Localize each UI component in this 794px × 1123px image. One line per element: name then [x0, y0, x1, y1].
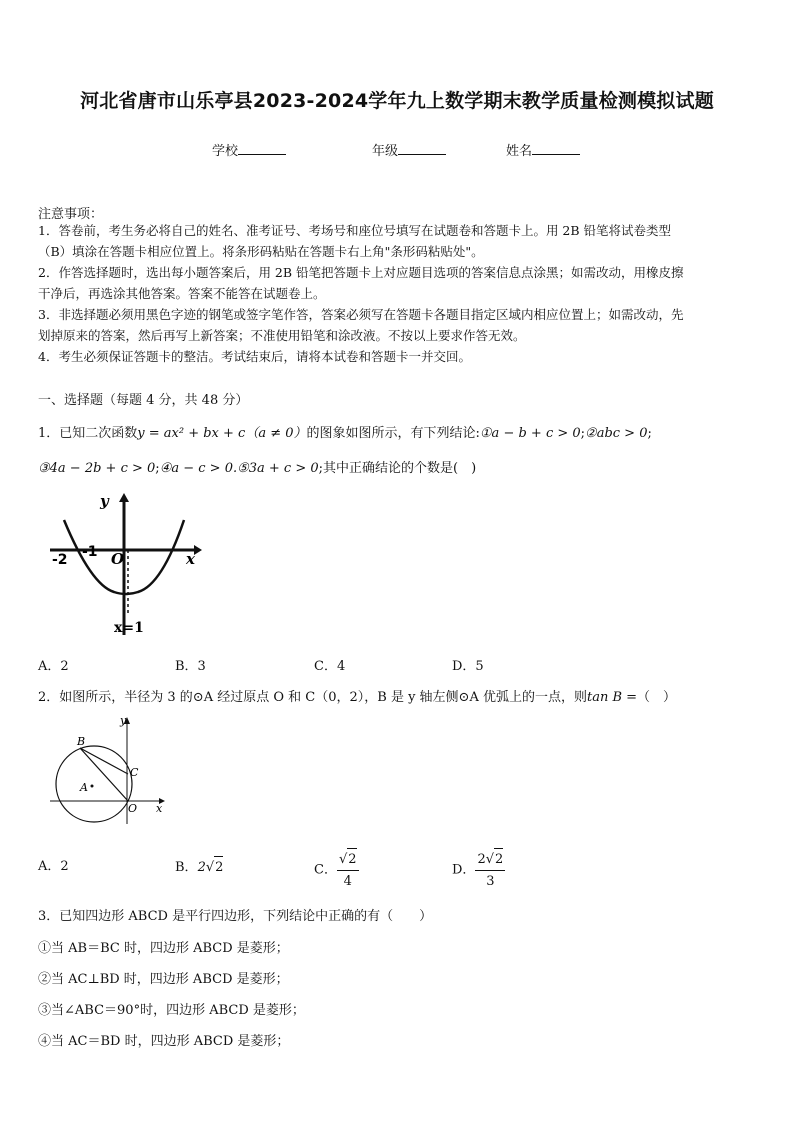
notice-line: 4．考生必须保证答题卡的整洁。考试结束后，请将本试卷和答题卡一并交回。	[38, 349, 471, 364]
school-label: 学校	[212, 144, 239, 159]
q1-option-b[interactable]: B．3	[175, 659, 206, 674]
q2-option-c-label: C．	[314, 862, 337, 878]
tick-minus-2: -2	[52, 552, 68, 568]
q2-option-b-radicand: 2	[214, 856, 223, 878]
y-axis-arrow	[119, 493, 129, 502]
q1-mid: 的图象如图所示，有下列结论:	[306, 426, 480, 441]
q2-option-d[interactable]	[452, 848, 505, 892]
q2-tanb: tan B =	[586, 690, 638, 705]
notice-heading: 注意事项：	[38, 207, 104, 222]
label-a: A	[80, 781, 88, 794]
q1-conclusion-1: ①a − b + c > 0	[479, 426, 581, 441]
tick-minus-1: -1	[82, 544, 98, 560]
q2-option-d-label: D．	[452, 862, 476, 878]
circle-a	[56, 746, 132, 822]
q1-parabola-figure	[44, 490, 204, 640]
q1-conclusion-3: ③4a − 2b + c > 0	[38, 461, 156, 476]
notice-line: 3．非选择题必须用黑色字迹的钢笔或签字笔作答，答案必须写在答题卡各题目指定区域内相应位置上；如需改动，先	[38, 307, 684, 322]
symmetry-label: x=1	[114, 620, 144, 636]
q1-option-d[interactable]: D．5	[452, 659, 484, 674]
q1-option-c[interactable]: C．4	[314, 659, 346, 674]
school-blank[interactable]	[238, 142, 286, 155]
q2-option-d-den: 3	[486, 874, 495, 889]
notice-line: 划掉原来的答案，然后再写上新答案；不准使用铅笔和涂改液。不按以上要求作答无效。	[38, 328, 526, 343]
q1-func: y = ax² + bx + c	[137, 426, 246, 441]
q2-option-a[interactable]: A．2	[38, 859, 69, 874]
label-b: B	[77, 735, 86, 748]
name-blank[interactable]	[532, 142, 580, 155]
q2-option-c-num: 2	[347, 848, 356, 870]
q2-option-c-fraction: $\frac{√2}{4}$	[337, 848, 359, 892]
q1-option-a[interactable]: A．2	[38, 659, 69, 674]
label-c: C	[130, 766, 139, 779]
q2-option-c-den: 4	[343, 874, 352, 889]
y-label: y	[100, 492, 109, 510]
q1-suffix: ;其中正确结论的个数是( )	[318, 461, 477, 476]
q2-option-b[interactable]: B．2√2	[175, 856, 223, 878]
q2-option-d-fraction: $\frac{2√2}{3}$	[475, 848, 505, 892]
q2-option-b-label: B．	[175, 860, 198, 875]
label-y: y	[120, 714, 127, 727]
q3-text: 3．已知四边形 ABCD 是平行四边形，下列结论中正确的有（ ）	[38, 909, 433, 924]
q2-option-d-coef: 2	[477, 852, 486, 867]
notice-list	[38, 220, 760, 367]
school-field[interactable]	[212, 140, 286, 159]
origin-label: O	[111, 550, 125, 568]
name-label: 姓名	[506, 144, 533, 159]
section-heading: 一、选择题（每题 4 分，共 48 分）	[38, 393, 249, 408]
q2-circle-figure	[44, 712, 174, 827]
q2-text	[38, 686, 758, 705]
notice-line: 1．答卷前，考生务必将自己的姓名、准考证号、考场号和座位号填写在试题卷和答题卡上。用 2B 铅笔将试卷类型	[38, 223, 672, 238]
grade-field[interactable]	[372, 140, 446, 159]
q1-line1: 1．已知二次函数y = ax² + bx + c（a ≠ 0）的图象如图所示，有下列结论:①a − b + c > 0;②abc > 0;	[38, 426, 652, 441]
name-field[interactable]	[506, 140, 580, 159]
page-title: 河北省唐市山乐亭县2023-2024学年九上数学期末教学质量检测模拟试题	[80, 90, 714, 112]
q3-item-4: ④当 AC＝BD 时，四边形 ABCD 是菱形；	[38, 1034, 290, 1049]
center-point	[91, 785, 94, 788]
grade-blank[interactable]	[398, 142, 446, 155]
q1-line2: ③4a − 2b + c > 0;④a − c > 0.⑤3a + c > 0;其中正确结论的个数是( )	[38, 461, 477, 476]
label-o: O	[128, 802, 138, 815]
notice-line: （B）填涂在答题卡相应位置上。将条形码粘贴在答题卡右上角"条形码粘贴处"。	[38, 244, 484, 259]
q1-cond: （a ≠ 0）	[245, 426, 307, 441]
q3-item-3: ③当∠ABC＝90°时，四边形 ABCD 是菱形；	[38, 1003, 305, 1018]
notice-line: 干净后，再选涂其他答案。答案不能答在试题卷上。	[38, 286, 326, 301]
q2-option-c[interactable]	[314, 848, 359, 892]
label-x: x	[156, 802, 163, 815]
q1-prefix: 1．已知二次函数	[38, 426, 138, 441]
notice-line: 2．作答选择题时，选出每小题答案后，用 2B 铅笔把答题卡上对应题目选项的答案信息点涂黑；如需改动，用橡皮擦	[38, 265, 684, 280]
grade-label: 年级	[372, 144, 399, 159]
q1-conclusion-5: ⑤3a + c > 0	[237, 461, 319, 476]
x-axis-arrow	[194, 545, 202, 555]
q1-conclusion-2: ②abc > 0	[585, 426, 648, 441]
q2-text-a: 2．如图所示，半径为 3 的⊙A 经过原点 O 和 C（0，2），B 是 y 轴左侧⊙A 优弧上的一点，则	[38, 690, 587, 705]
q3-item-2: ②当 AC⊥BD 时，四边形 ABCD 是菱形；	[38, 972, 289, 987]
q2-option-d-num: 2	[494, 848, 503, 870]
q2-text-c: （ ）	[637, 690, 677, 705]
q3-item-1: ①当 AB＝BC 时，四边形 ABCD 是菱形；	[38, 941, 289, 956]
segment-bc	[80, 748, 128, 774]
q1-conclusion-4: ④a − c > 0.	[159, 461, 238, 476]
x-label: x	[186, 550, 195, 568]
q2-option-b-coef: 2	[197, 860, 206, 875]
